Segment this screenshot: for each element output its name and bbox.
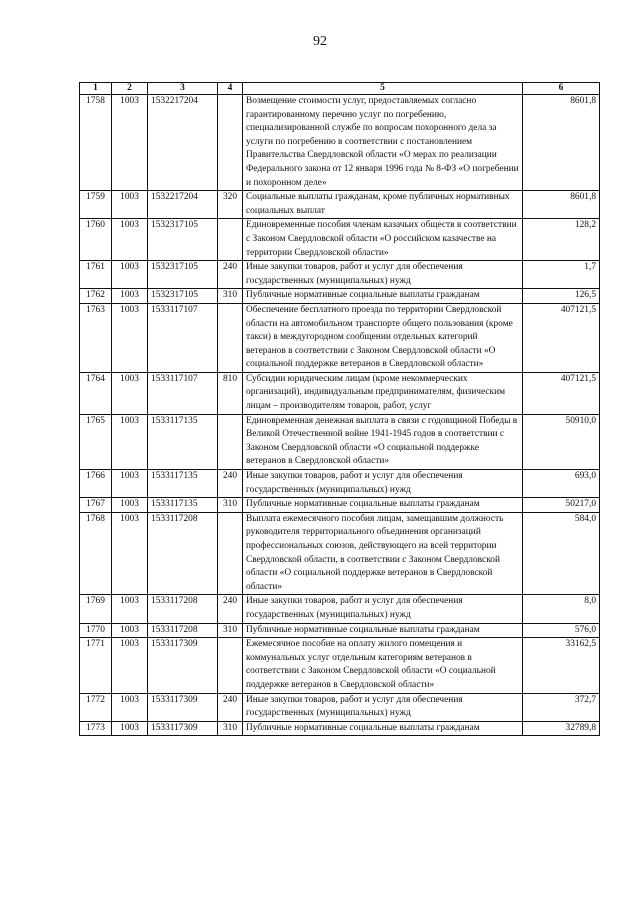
row-number-cell: 1768 — [80, 512, 112, 595]
item-name-cell: Иные закупки товаров, работ и услуг для обеспечения государственных (муниципальных) нужд — [243, 470, 523, 498]
amount-cell: 8601,8 — [523, 191, 600, 219]
table-row — [80, 414, 600, 469]
item-name-cell: Иные закупки товаров, работ и услуг для обеспечения государственных (муниципальных) нужд — [243, 693, 523, 721]
header-cell: 3 — [148, 83, 218, 95]
table-row — [80, 219, 600, 261]
header-cell: 5 — [243, 83, 523, 95]
amount-cell: 50217,0 — [523, 498, 600, 513]
section-code-cell: 1003 — [112, 638, 148, 693]
section-code-cell: 1003 — [112, 372, 148, 414]
row-number-cell: 1763 — [80, 303, 112, 372]
target-article-code-cell: 1533117107 — [148, 303, 218, 372]
row-number-cell: 1772 — [80, 693, 112, 721]
section-code-cell: 1003 — [112, 512, 148, 595]
expense-type-code-cell: 240 — [218, 470, 243, 498]
expense-type-code-cell — [218, 512, 243, 595]
header-cell: 1 — [80, 83, 112, 95]
item-name-cell: Единовременная денежная выплата в связи с годовщиной Победы в Великой Отечественной войне 1941-1945 годов в соответствии с Законом Свердловской области «О социальной поддержке ветеранов в Свердловской области» — [243, 414, 523, 469]
header-cell: 2 — [112, 83, 148, 95]
row-number-cell: 1761 — [80, 261, 112, 289]
expense-type-code-cell: 320 — [218, 191, 243, 219]
section-code-cell: 1003 — [112, 470, 148, 498]
header-cell: 6 — [523, 83, 600, 95]
row-number-cell: 1764 — [80, 372, 112, 414]
amount-cell: 407121,5 — [523, 372, 600, 414]
item-name-cell: Публичные нормативные социальные выплаты гражданам — [243, 623, 523, 638]
amount-cell: 32789,8 — [523, 721, 600, 736]
table-row — [80, 512, 600, 595]
item-name-cell: Публичные нормативные социальные выплаты гражданам — [243, 721, 523, 736]
expense-type-code-cell — [218, 303, 243, 372]
target-article-code-cell: 1532317105 — [148, 261, 218, 289]
item-name-cell: Субсидии юридическим лицам (кроме некоммерческих организаций), индивидуальным предпринимателям, физическим лицам – производителям товаров, работ, услуг — [243, 372, 523, 414]
expense-type-code-cell: 240 — [218, 595, 243, 623]
header-row — [80, 83, 600, 95]
expense-type-code-cell — [218, 638, 243, 693]
table-row — [80, 595, 600, 623]
budget-table — [79, 82, 600, 736]
expense-type-code-cell — [218, 414, 243, 469]
table-row — [80, 721, 600, 736]
amount-cell: 8601,8 — [523, 95, 600, 191]
row-number-cell: 1762 — [80, 289, 112, 304]
expense-type-code-cell — [218, 95, 243, 191]
expense-type-code-cell: 310 — [218, 721, 243, 736]
target-article-code-cell: 1532217204 — [148, 191, 218, 219]
table-body — [80, 95, 600, 736]
amount-cell: 407121,5 — [523, 303, 600, 372]
row-number-cell: 1771 — [80, 638, 112, 693]
target-article-code-cell: 1533117208 — [148, 595, 218, 623]
row-number-cell: 1770 — [80, 623, 112, 638]
section-code-cell: 1003 — [112, 191, 148, 219]
page-number: 92 — [313, 34, 327, 49]
expense-type-code-cell: 810 — [218, 372, 243, 414]
expense-type-code-cell: 310 — [218, 289, 243, 304]
target-article-code-cell: 1533117135 — [148, 414, 218, 469]
amount-cell: 33162,5 — [523, 638, 600, 693]
table-row — [80, 95, 600, 191]
row-number-cell: 1766 — [80, 470, 112, 498]
section-code-cell: 1003 — [112, 623, 148, 638]
section-code-cell: 1003 — [112, 219, 148, 261]
amount-cell: 1,7 — [523, 261, 600, 289]
amount-cell: 126,5 — [523, 289, 600, 304]
target-article-code-cell: 1532317105 — [148, 219, 218, 261]
section-code-cell: 1003 — [112, 261, 148, 289]
target-article-code-cell: 1533117135 — [148, 470, 218, 498]
row-number-cell: 1773 — [80, 721, 112, 736]
target-article-code-cell: 1532217204 — [148, 95, 218, 191]
target-article-code-cell: 1533117135 — [148, 498, 218, 513]
table-row — [80, 372, 600, 414]
section-code-cell: 1003 — [112, 95, 148, 191]
row-number-cell: 1769 — [80, 595, 112, 623]
row-number-cell: 1767 — [80, 498, 112, 513]
target-article-code-cell: 1533117309 — [148, 721, 218, 736]
row-number-cell: 1765 — [80, 414, 112, 469]
target-article-code-cell: 1533117208 — [148, 623, 218, 638]
amount-cell: 8,0 — [523, 595, 600, 623]
expense-type-code-cell: 310 — [218, 623, 243, 638]
table-row — [80, 638, 600, 693]
amount-cell: 50910,0 — [523, 414, 600, 469]
item-name-cell: Иные закупки товаров, работ и услуг для обеспечения государственных (муниципальных) нужд — [243, 595, 523, 623]
row-number-cell: 1758 — [80, 95, 112, 191]
table-row — [80, 470, 600, 498]
table-row — [80, 191, 600, 219]
header-cell: 4 — [218, 83, 243, 95]
expense-type-code-cell: 310 — [218, 498, 243, 513]
item-name-cell: Единовременные пособия членам казачьих обществ в соответствии с Законом Свердловской области «О российском казачестве на территории Свердловской области» — [243, 219, 523, 261]
row-number-cell: 1760 — [80, 219, 112, 261]
amount-cell: 576,0 — [523, 623, 600, 638]
section-code-cell: 1003 — [112, 721, 148, 736]
item-name-cell: Публичные нормативные социальные выплаты гражданам — [243, 498, 523, 513]
row-number-cell: 1759 — [80, 191, 112, 219]
item-name-cell: Выплата ежемесячного пособия лицам, замещавшим должность руководителя территориального объединения организаций профессиональных союзов, действующего на всей территории Свердловской области, в соответствии с Законом Свердловской области «О социальной поддержке ветеранов в Свердловской области» — [243, 512, 523, 595]
amount-cell: 693,0 — [523, 470, 600, 498]
table-row — [80, 303, 600, 372]
table-row — [80, 289, 600, 304]
item-name-cell: Публичные нормативные социальные выплаты гражданам — [243, 289, 523, 304]
target-article-code-cell: 1533117309 — [148, 638, 218, 693]
table-row — [80, 693, 600, 721]
amount-cell: 584,0 — [523, 512, 600, 595]
expense-type-code-cell: 240 — [218, 693, 243, 721]
amount-cell: 128,2 — [523, 219, 600, 261]
expense-type-code-cell: 240 — [218, 261, 243, 289]
target-article-code-cell: 1533117107 — [148, 372, 218, 414]
section-code-cell: 1003 — [112, 498, 148, 513]
section-code-cell: 1003 — [112, 595, 148, 623]
target-article-code-cell: 1533117309 — [148, 693, 218, 721]
table-row — [80, 261, 600, 289]
item-name-cell: Обеспечение бесплатного проезда по территории Свердловской области на автомобильном транспорте общего пользования (кроме такси) в междугородном сообщении отдельных категорий ветеранов в соответствии с Законом Свердловской области «О социальной поддержке ветеранов в Свердловской области» — [243, 303, 523, 372]
section-code-cell: 1003 — [112, 303, 148, 372]
target-article-code-cell: 1533117208 — [148, 512, 218, 595]
item-name-cell: Возмещение стоимости услуг, предоставляемых согласно гарантированному перечню услуг по погребению, специализированной службе по вопросам похоронного дела за услуги по погребению в соответствии с постановлением Правительства Свердловской области «О мерах по реализации Федерального закона от 12 января 1996 года № 8-ФЗ «О погребении и похоронном деле» — [243, 95, 523, 191]
section-code-cell: 1003 — [112, 289, 148, 304]
expense-type-code-cell — [218, 219, 243, 261]
target-article-code-cell: 1532317105 — [148, 289, 218, 304]
table-row — [80, 623, 600, 638]
table-row — [80, 498, 600, 513]
table-header — [80, 83, 600, 95]
section-code-cell: 1003 — [112, 693, 148, 721]
item-name-cell: Иные закупки товаров, работ и услуг для обеспечения государственных (муниципальных) нужд — [243, 261, 523, 289]
section-code-cell: 1003 — [112, 414, 148, 469]
item-name-cell: Ежемесячное пособие на оплату жилого помещения и коммунальных услуг отдельным категориям ветеранов в соответствии с Законом Свердловской области «О социальной поддержке ветеранов в Свердловской области» — [243, 638, 523, 693]
amount-cell: 372,7 — [523, 693, 600, 721]
item-name-cell: Социальные выплаты гражданам, кроме публичных нормативных социальных выплат — [243, 191, 523, 219]
